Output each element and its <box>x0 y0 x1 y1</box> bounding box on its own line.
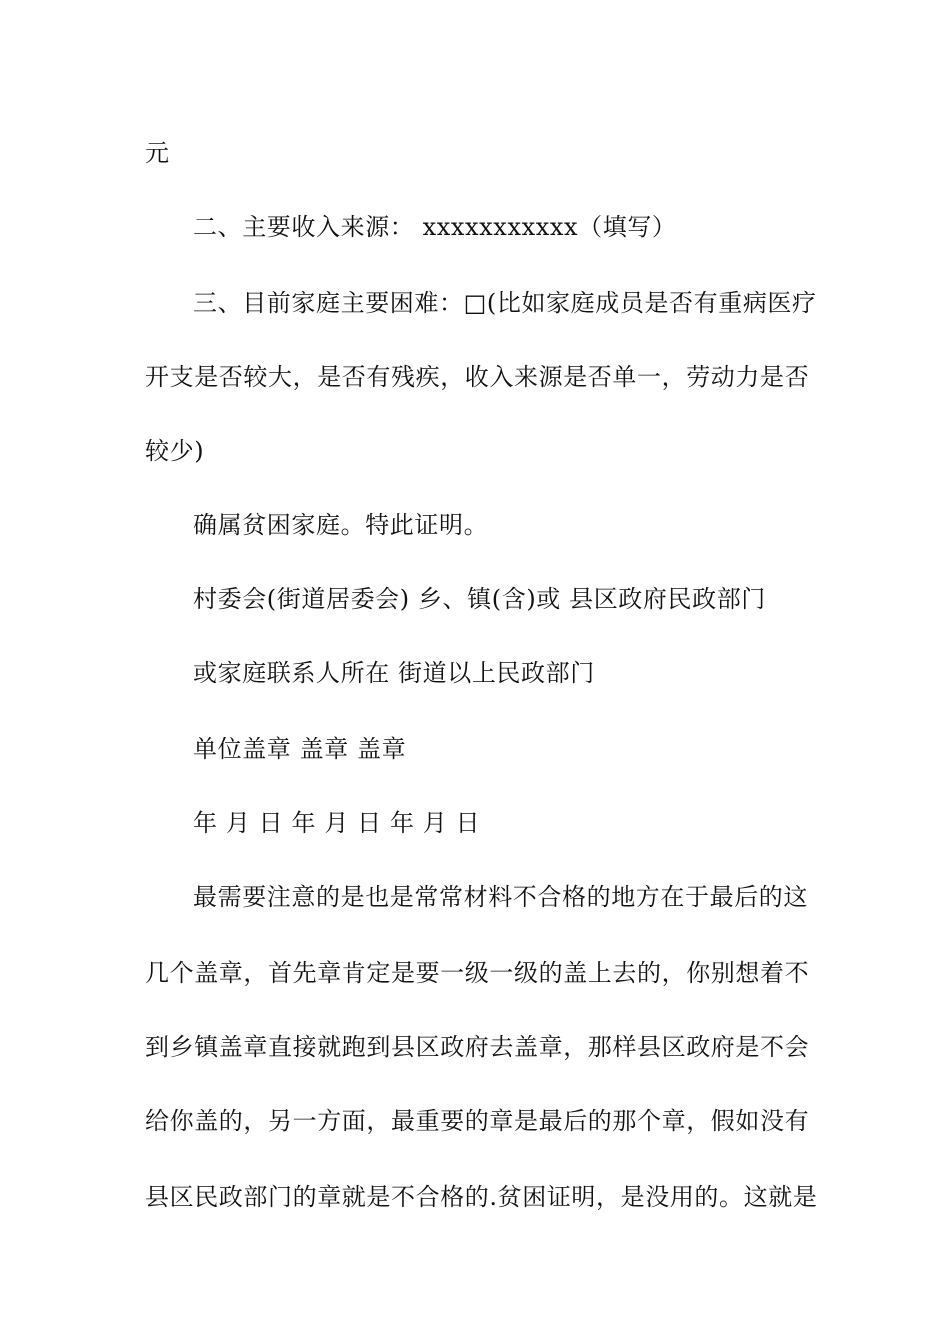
text-line: 最需要注意的是也是常常材料不合格的地方在于最后的这 <box>193 883 808 911</box>
text-line: 二、主要收入来源： xxxxxxxxxxx（填写） <box>193 213 677 241</box>
text-line: 县区民政部门的章就是不合格的.贫困证明，是没用的。这就是 <box>145 1183 818 1211</box>
text-line: 给你盖的，另一方面，最重要的章是最后的那个章，假如没有 <box>145 1107 810 1135</box>
text-line: 元 <box>145 139 170 167</box>
text-line: 到乡镇盖章直接就跑到县区政府去盖章，那样县区政府是不会 <box>145 1033 810 1061</box>
text-line: 较少) <box>145 437 205 465</box>
text-line: 开支是否较大，是否有残疾，收入来源是否单一，劳动力是否 <box>145 363 810 391</box>
text-line: 年 月 日 年 月 日 年 月 日 <box>193 809 481 837</box>
text-line: 单位盖章 盖章 盖章 <box>193 735 407 763</box>
text-line: 村委会(街道居委会) 乡、镇(含)或 县区政府民政部门 <box>193 585 766 613</box>
text-line: 确属贫困家庭。特此证明。 <box>193 511 489 539</box>
text-line: 或家庭联系人所在 街道以上民政部门 <box>193 659 595 687</box>
text-line: 几个盖章，首先章肯定是要一级一级的盖上去的，你别想着不 <box>145 959 810 987</box>
text-line: 三、目前家庭主要困难：□(比如家庭成员是否有重病医疗 <box>193 289 817 317</box>
